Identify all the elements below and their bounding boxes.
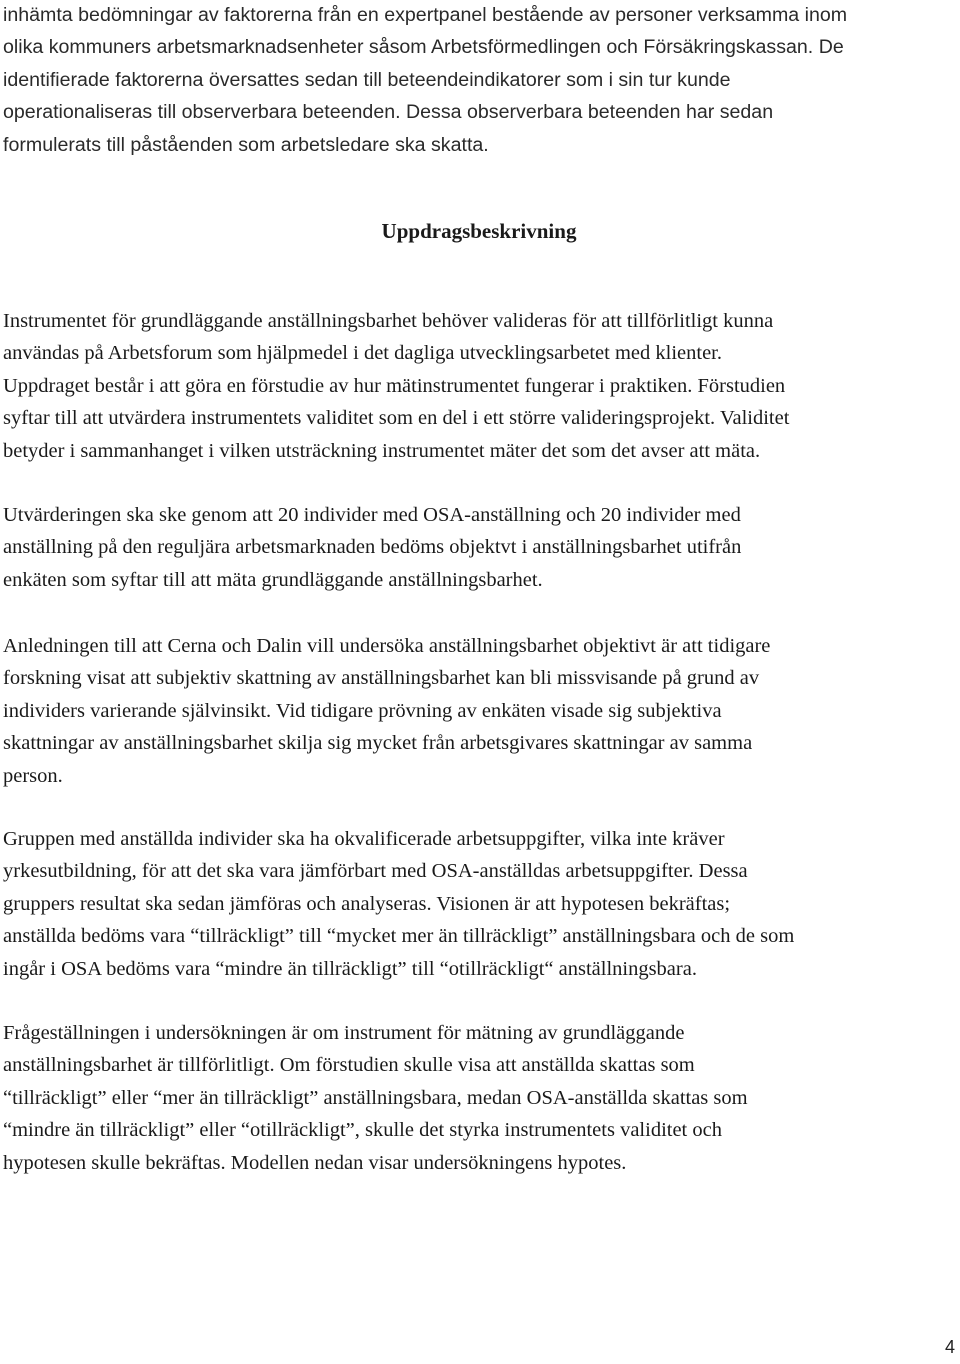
text-line: anställda bedöms vara “tillräckligt” till “mycket mer än tillräckligt” anställningsbara och de som bbox=[3, 925, 795, 948]
text-line: anställningsbarhet är tillförlitligt. Om förstudien skulle visa att anställda skattas som bbox=[3, 1054, 695, 1077]
text-line: hypotesen skulle bekräftas. Modellen nedan visar undersökningens hypotes. bbox=[3, 1151, 627, 1174]
text-line: person. bbox=[3, 764, 63, 787]
paragraph-4 bbox=[3, 823, 955, 985]
text-line: individers varierande självinsikt. Vid tidigare prövning av enkäten visade sig subjektiva bbox=[3, 699, 722, 722]
paragraph-2 bbox=[3, 499, 955, 596]
text-line: Anledningen till att Cerna och Dalin vill undersöka anställningsbarhet objektivt är att tidigare bbox=[3, 635, 771, 657]
text-line: Uppdraget består i att göra en förstudie av hur mätinstrumentet fungerar i praktiken. Förstudien bbox=[3, 374, 786, 397]
text-line: “tillräckligt” eller “mer än tillräckligt” anställningsbara, medan OSA-anställda skattas som bbox=[3, 1086, 748, 1109]
text-line: syftar till att utvärdera instrumentets validitet som en del i ett större valideringsprojekt. Validitet bbox=[3, 407, 790, 430]
section-heading: Uppdragsbeskrivning bbox=[381, 219, 577, 243]
text-line: “mindre än tillräckligt” eller “otillräckligt”, skulle det styrka instrumentets validitet och bbox=[3, 1119, 722, 1142]
text-line: inhämta bedömningar av faktorerna från en expertpanel bestående av personer verksamma inom bbox=[3, 4, 848, 26]
text-line: forskning visat att subjektiv skattning av anställningsbarhet kan bli missvisande på grund av bbox=[3, 667, 760, 690]
text-line: ingår i OSA bedöms vara “mindre än tillräckligt” till “otillräckligt“ anställningsbara. bbox=[3, 957, 697, 980]
text-line: användas på Arbetsforum som hjälpmedel i det dagliga utvecklingsarbetet med klienter. bbox=[3, 342, 723, 365]
intro-paragraph bbox=[3, 0, 955, 161]
text-line: skattningar av anställningsbarhet skilja sig mycket från arbetsgivares skattningar av samma bbox=[3, 732, 753, 755]
text-line: enkäten som syftar till att mäta grundläggande anställningsbarhet. bbox=[3, 568, 543, 591]
text-line: gruppers resultat ska sedan jämföras och analyseras. Visionen är att hypotesen bekräftas; bbox=[3, 892, 731, 915]
text-line: betyder i sammanhanget i vilken utsträckning instrumentet mäter det som det avser att mäta. bbox=[3, 439, 761, 462]
text-line: formulerats till påståenden som arbetsledare ska skatta. bbox=[3, 133, 489, 156]
text-line: Instrumentet för grundläggande anställningsbarhet behöver valideras för att tillförlitligt kunna bbox=[3, 310, 774, 332]
text-line: identifierade faktorerna översattes sedan till beteendeindikatorer som i sin tur kunde bbox=[3, 68, 731, 91]
text-line: operationaliseras till observerbara beteenden. Dessa observerbara beteenden har sedan bbox=[3, 101, 774, 124]
text-line: olika kommuners arbetsmarknadsenheter såsom Arbetsförmedlingen och Försäkringskassan. De bbox=[3, 36, 844, 59]
text-line: anställning på den reguljära arbetsmarknaden bedöms objektvt i anställningsbarhet utifrån bbox=[3, 536, 742, 559]
paragraph-5 bbox=[3, 1017, 955, 1179]
text-line: Frågeställningen i undersökningen är om instrument för mätning av grundläggande bbox=[3, 1022, 685, 1044]
text-line: Gruppen med anställda individer ska ha okvalificerade arbetsuppgifter, vilka inte kräver bbox=[3, 828, 725, 850]
paragraph-1 bbox=[3, 305, 955, 467]
page-number: 4 bbox=[944, 1337, 955, 1357]
text-line: yrkesutbildning, för att det ska vara jämförbart med OSA-anställdas arbetsuppgifter. Dessa bbox=[3, 860, 748, 883]
text-line: Utvärderingen ska ske genom att 20 individer med OSA-anställning och 20 individer med bbox=[3, 504, 741, 526]
paragraph-3 bbox=[3, 630, 955, 792]
